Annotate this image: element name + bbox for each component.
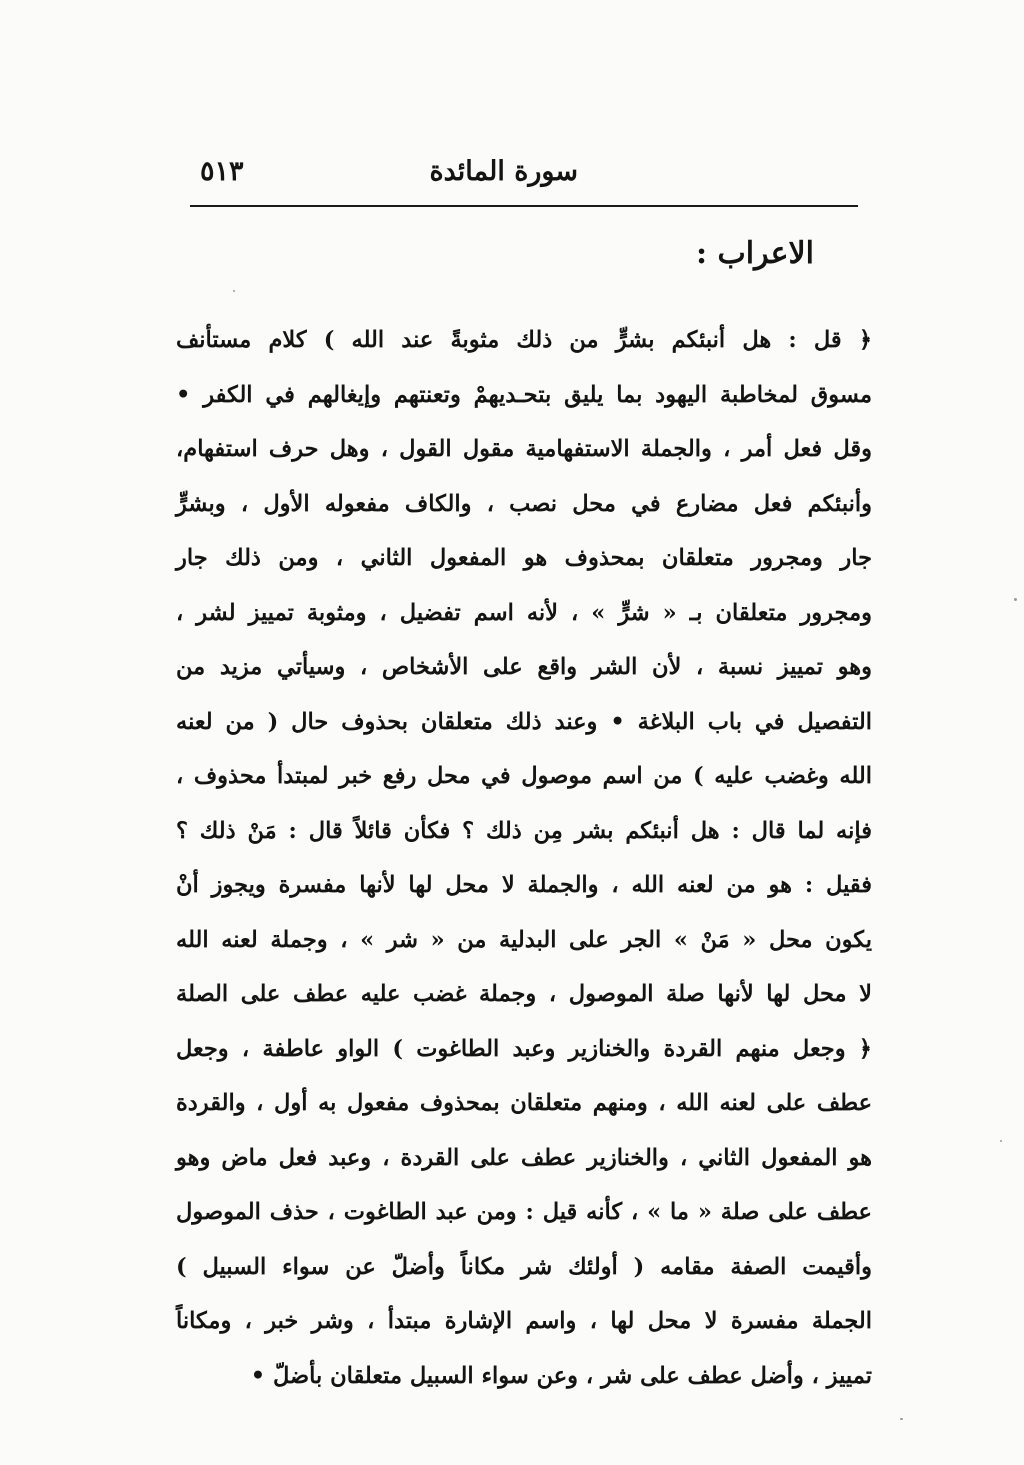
- text-line: يكون محل « مَنْ » الجر على البدلية من « شر » ، وجملة لعنه الله: [176, 926, 872, 953]
- text-line: هو المفعول الثاني ، والخنازير عطف على القردة ، وعبد فعل ماض وهو: [176, 1144, 872, 1171]
- text-line: فقيل : هو من لعنه الله ، والجملة لا محل لها لأنها مفسرة ويجوز أنْ: [176, 872, 872, 898]
- text-line: ﴿ وجعل منهم القردة والخنازير وعبد الطاغوت ) الواو عاطفة ، وجعل: [176, 1035, 872, 1062]
- text-line: فإنه لما قال : هل أنبئكم بشر مِن ذلك ؟ فكأن قائلاً قال : مَنْ ذلك ؟: [176, 817, 872, 844]
- text-line: عطف على صلة « ما » ، كأنه قيل : ومن عبد الطاغوت ، حذف الموصول: [176, 1199, 872, 1225]
- text-line: تمييز ، وأضل عطف على شر ، وعن سواء السبيل متعلقان بأضلّ •: [250, 1362, 872, 1389]
- text-line: وهو تمييز نسبة ، لأن الشر واقع على الأشخاص ، وسيأتي مزيد من: [176, 654, 872, 680]
- text-line: الله وغضب عليه ) من اسم موصول في محل رفع خبر لمبتدأ محذوف ،: [176, 763, 872, 789]
- surah-title: سورة المائدة: [429, 156, 578, 187]
- text-line: جار ومجرور متعلقان بمحذوف هو المفعول الثاني ، ومن ذلك جار: [176, 545, 872, 571]
- text-line: ﴿ قل : هل أنبئكم بشرٍّ من ذلك مثوبةً عند الله ) كلام مستأنف: [176, 327, 872, 353]
- scan-speck: [1000, 1140, 1002, 1142]
- page-number: ٥١٣: [200, 156, 244, 187]
- scan-speck: [233, 290, 235, 292]
- scan-speck: [1014, 598, 1017, 601]
- text-line: وأنبئكم فعل مضارع في محل نصب ، والكاف مفعوله الأول ، وبشرٍّ: [176, 490, 872, 517]
- body-text: [176, 313, 872, 1403]
- text-line: ومجرور متعلقان بـ « شرٍّ » ، لأنه اسم تفضيل ، ومثوبة تمييز لشر ،: [176, 599, 872, 626]
- text-line: التفصيل في باب البلاغة • وعند ذلك متعلقان بحذوف حال ( من لعنه: [176, 708, 872, 735]
- text-line: مسوق لمخاطبة اليهود بما يليق بتحـديهمْ وتعنتهم وإيغالهم في الكفر •: [176, 381, 872, 408]
- scan-speck: [900, 1418, 903, 1420]
- text-line: الجملة مفسرة لا محل لها ، واسم الإشارة مبتدأ ، وشر خبر ، ومكاناً: [176, 1308, 872, 1334]
- text-line: عطف على لعنه الله ، ومنهم متعلقان بمحذوف مفعول به أول ، والقردة: [176, 1090, 872, 1116]
- page-header: [190, 150, 858, 200]
- text-line: لا محل لها لأنها صلة الموصول ، وجملة غضب عليه عطف على الصلة: [176, 981, 872, 1007]
- text-line: وأقيمت الصفة مقامه ( أولئك شر مكاناً وأضلّ عن سواء السبيل ): [176, 1253, 872, 1280]
- text-line: وقل فعل أمر ، والجملة الاستفهامية مقول القول ، وهل حرف استفهام،: [176, 436, 872, 462]
- section-title: الاعراب :: [696, 236, 814, 271]
- header-rule: [190, 205, 858, 207]
